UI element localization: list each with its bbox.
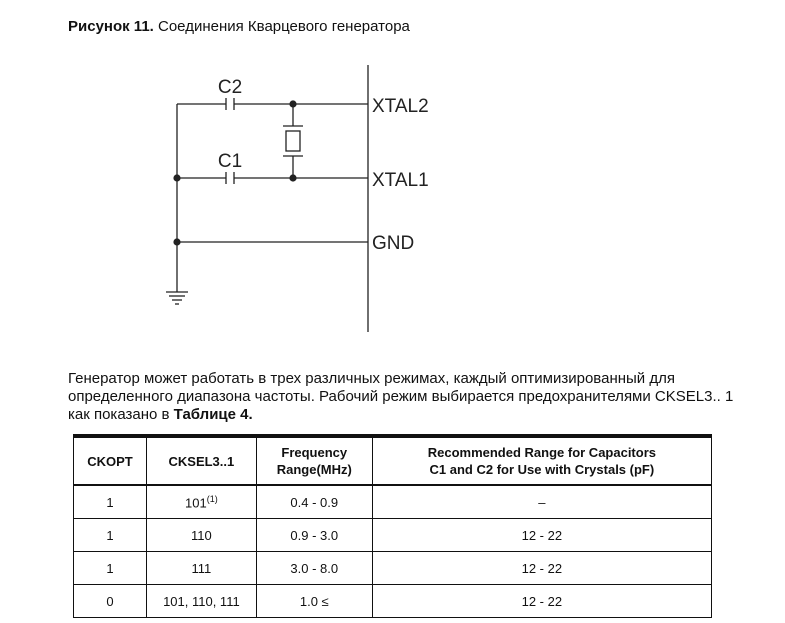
table-row	[74, 485, 712, 519]
footnote-marker: (1)	[206, 493, 218, 504]
cksel-table	[73, 434, 712, 618]
cell-frequency: 1.0 ≤	[256, 585, 372, 618]
cell-ckopt: 1	[74, 519, 147, 552]
header-frequency-line1: Frequency	[281, 445, 348, 460]
figure-caption-label: Рисунок 11.	[68, 18, 154, 35]
header-capacitors-line2: C1 and C2 for Use with Crystals (pF)	[429, 462, 655, 477]
table-row	[74, 585, 712, 618]
description-text: Генератор может работать в трех различных режимах, каждый оптимизированный для определенного диапазона частоты. Рабочий режим выбирается предохранителями CKSEL3.. 1 как показано в	[68, 370, 734, 423]
cell-ckopt: 0	[74, 585, 147, 618]
cell-cksel: 101, 110, 111	[146, 585, 256, 618]
junction-dot	[289, 100, 296, 107]
label-xtal2: XTAL2	[372, 96, 429, 117]
table-row	[74, 552, 712, 585]
header-frequency-line2: Range(MHz)	[276, 462, 352, 477]
cell-ckopt: 1	[74, 552, 147, 585]
cell-cksel-value: 101	[185, 495, 207, 511]
table-header-row	[74, 436, 712, 485]
header-frequency	[256, 436, 372, 485]
table-reference: Таблице 4.	[173, 406, 253, 423]
header-cksel: CKSEL3..1	[146, 436, 256, 485]
cell-capacitors: 12 - 22	[372, 585, 711, 618]
table-row	[74, 519, 712, 552]
junction-dot	[289, 174, 296, 181]
cell-frequency: 3.0 - 8.0	[256, 552, 372, 585]
cell-capacitors: –	[372, 485, 711, 519]
cell-capacitors: 12 - 22	[372, 519, 711, 552]
label-gnd: GND	[372, 233, 415, 254]
cell-cksel: 111	[146, 552, 256, 585]
label-c2: C2	[217, 77, 243, 98]
figure-caption-text: Соединения Кварцевого генератора	[153, 18, 410, 35]
cell-capacitors: 12 - 22	[372, 552, 711, 585]
cell-ckopt: 1	[74, 485, 147, 519]
cell-cksel: 110	[146, 519, 256, 552]
cell-frequency: 0.9 - 3.0	[256, 519, 372, 552]
header-capacitors	[372, 436, 711, 485]
cell-frequency: 0.4 - 0.9	[256, 485, 372, 519]
label-c1: C1	[217, 151, 243, 172]
junction-dot	[173, 238, 180, 245]
crystal-body	[286, 131, 300, 151]
header-capacitors-line1: Recommended Range for Capacitors	[427, 445, 656, 460]
header-ckopt: CKOPT	[74, 436, 147, 485]
description-paragraph	[68, 370, 748, 424]
cell-cksel	[146, 485, 256, 519]
label-xtal1: XTAL1	[372, 170, 429, 191]
junction-dot	[173, 174, 180, 181]
